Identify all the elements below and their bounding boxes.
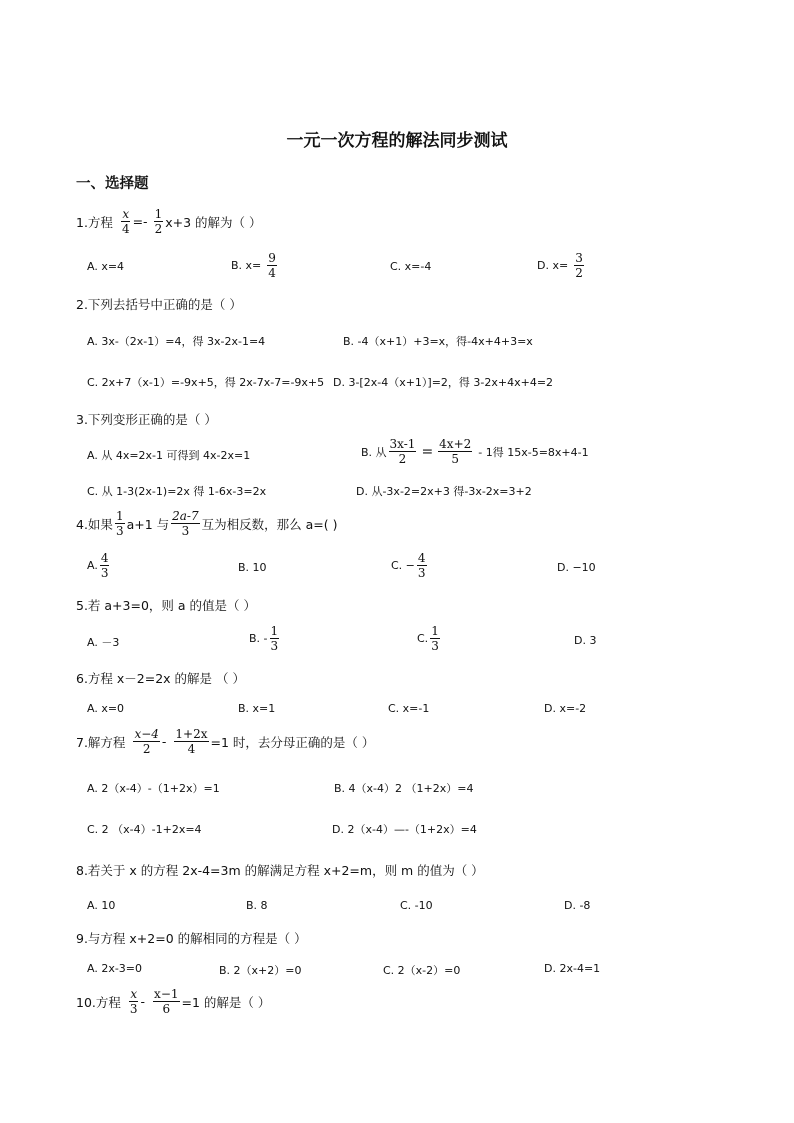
q5-option-b[interactable]: B. - $\frac{1}{3}$ <box>249 624 279 653</box>
q1-option-b[interactable]: B. x= $\frac{9}{4}$ <box>231 251 276 280</box>
q3-option-c[interactable]: C. 从 1-3(2x-1)=2x 得 1-6x-3=2x <box>87 485 267 498</box>
q4-option-c[interactable]: C. − $\frac{4}{3}$ <box>391 551 426 580</box>
q2-option-d[interactable]: D. 3-[2x-4（x+1）]=2，得 3-2x+4x+4=2 <box>333 376 554 389</box>
q4-a-fraction: $\frac{4}{3}$ <box>100 551 109 580</box>
q3-option-b[interactable]: B. 从 $\frac{3x-1}{2}$ = $\frac{4x+2}{5}$ - 1得 15x-5=8x+4-1 <box>361 437 589 466</box>
q1-fraction-2: $\frac{1}{2}$ <box>154 207 163 236</box>
q1-middle: =- <box>132 214 148 229</box>
question-3: 3.下列变形正确的是（ ） <box>76 412 217 427</box>
q8-option-a[interactable]: A. 10 <box>87 899 116 912</box>
q2-option-c[interactable]: C. 2x+7（x-1）=-9x+5，得 2x-7x-7=-9x+5 <box>87 376 325 389</box>
q1-option-a[interactable]: A. x=4 <box>87 260 125 273</box>
q9-option-d[interactable]: D. 2x-4=1 <box>544 962 601 975</box>
question-1 <box>76 208 261 235</box>
q5-option-d[interactable]: D. 3 <box>574 634 597 647</box>
q1-option-d[interactable]: D. x= $\frac{3}{2}$ <box>537 251 583 280</box>
question-4: 4.如果 $\frac{1}{3}$ a+1 与 $\frac{2a-7}{3}$ 互为相反数，那么 a=( ) <box>76 509 338 538</box>
question-5: 5.若 a+3=0，则 a 的值是（ ） <box>76 598 256 613</box>
q3-option-d[interactable]: D. 从-3x-2=2x+3 得-3x-2x=3+2 <box>356 485 532 498</box>
q1-b-fraction: $\frac{9}{4}$ <box>268 251 276 280</box>
q9-option-c[interactable]: C. 2（x-2）=0 <box>383 964 461 977</box>
question-9: 9.与方程 x+2=0 的解相同的方程是（ ） <box>76 931 307 946</box>
q5-c-fraction: $\frac{1}{3}$ <box>431 624 439 653</box>
q8-option-c[interactable]: C. -10 <box>400 899 433 912</box>
question-10: 10.方程 $\frac{x}{3}$ - $\frac{x-1}{6}$ =1 的解是（ ） <box>76 987 271 1016</box>
q7-option-a[interactable]: A. 2（x-4）-（1+2x）=1 <box>87 782 220 795</box>
q4-option-b[interactable]: B. 10 <box>238 561 267 574</box>
question-7: 7.解方程 $\frac{x-4}{2}$ - $\frac{1+2x}{4}$ =1 时，去分母正确的是（ ） <box>76 727 375 756</box>
q3-option-a[interactable]: A. 从 4x=2x-1 可得到 4x-2x=1 <box>87 449 251 462</box>
q5-b-fraction: $\frac{1}{3}$ <box>270 624 279 653</box>
q7-option-b[interactable]: B. 4（x-4）2 （1+2x）=4 <box>334 782 474 795</box>
q4-fraction-1: $\frac{1}{3}$ <box>115 509 124 538</box>
q5-option-a[interactable]: A. －3 <box>87 636 120 649</box>
q6-option-b[interactable]: B. x=1 <box>238 702 276 715</box>
q7-option-c[interactable]: C. 2 （x-4）-1+2x=4 <box>87 823 202 836</box>
q1-d-fraction: $\frac{3}{2}$ <box>575 251 583 280</box>
q8-option-d[interactable]: D. -8 <box>564 899 591 912</box>
q2-option-b[interactable]: B. -4（x+1）+3=x，得-4x+4+3=x <box>343 335 533 348</box>
section-heading: 一、选择题 <box>76 176 149 192</box>
q1-prefix: 1.方程 <box>76 214 113 230</box>
q7-option-d[interactable]: D. 2（x-4）—-（1+2x）=4 <box>332 823 477 836</box>
question-2: 2.下列去括号中正确的是（ ） <box>76 297 242 312</box>
q4-fraction-2: $\frac{2a-7}{3}$ <box>172 509 199 538</box>
q9-option-b[interactable]: B. 2（x+2）=0 <box>219 964 302 977</box>
q6-option-a[interactable]: A. x=0 <box>87 702 125 715</box>
question-8: 8.若关于 x 的方程 2x-4=3m 的解满足方程 x+2=m，则 m 的值为（ ） <box>76 863 484 878</box>
q3-b-fraction-1: $\frac{3x-1}{2}$ <box>389 437 416 466</box>
q4-option-d[interactable]: D. −10 <box>557 561 596 574</box>
q6-option-c[interactable]: C. x=-1 <box>388 702 430 715</box>
question-6: 6.方程 x－2=2x 的解是 （ ） <box>76 671 245 686</box>
q1-fraction-1: $\frac{x}{4}$ <box>121 207 130 236</box>
q6-option-d[interactable]: D. x=-2 <box>544 702 587 715</box>
q2-option-a[interactable]: A. 3x-（2x-1）=4，得 3x-2x-1=4 <box>87 335 266 348</box>
q1-option-c[interactable]: C. x=-4 <box>390 260 432 273</box>
q4-option-a[interactable]: A. $\frac{4}{3}$ <box>87 551 109 580</box>
q10-fraction-1: $\frac{x}{3}$ <box>129 987 138 1016</box>
q1-suffix: x+3 的解为（ ） <box>165 214 262 230</box>
q4-c-fraction: $\frac{4}{3}$ <box>417 551 426 580</box>
q3-b-fraction-2: $\frac{4x+2}{5}$ <box>439 437 472 466</box>
page-title: 一元一次方程的解法同步测试 <box>286 131 508 151</box>
q10-fraction-2: $\frac{x-1}{6}$ <box>154 987 179 1016</box>
q8-option-b[interactable]: B. 8 <box>246 899 268 912</box>
q5-option-c[interactable]: C. $\frac{1}{3}$ <box>417 624 439 653</box>
q9-option-a[interactable]: A. 2x-3=0 <box>87 962 143 975</box>
q7-fraction-1: $\frac{x-4}{2}$ <box>134 727 159 756</box>
q7-fraction-2: $\frac{1+2x}{4}$ <box>175 727 208 756</box>
